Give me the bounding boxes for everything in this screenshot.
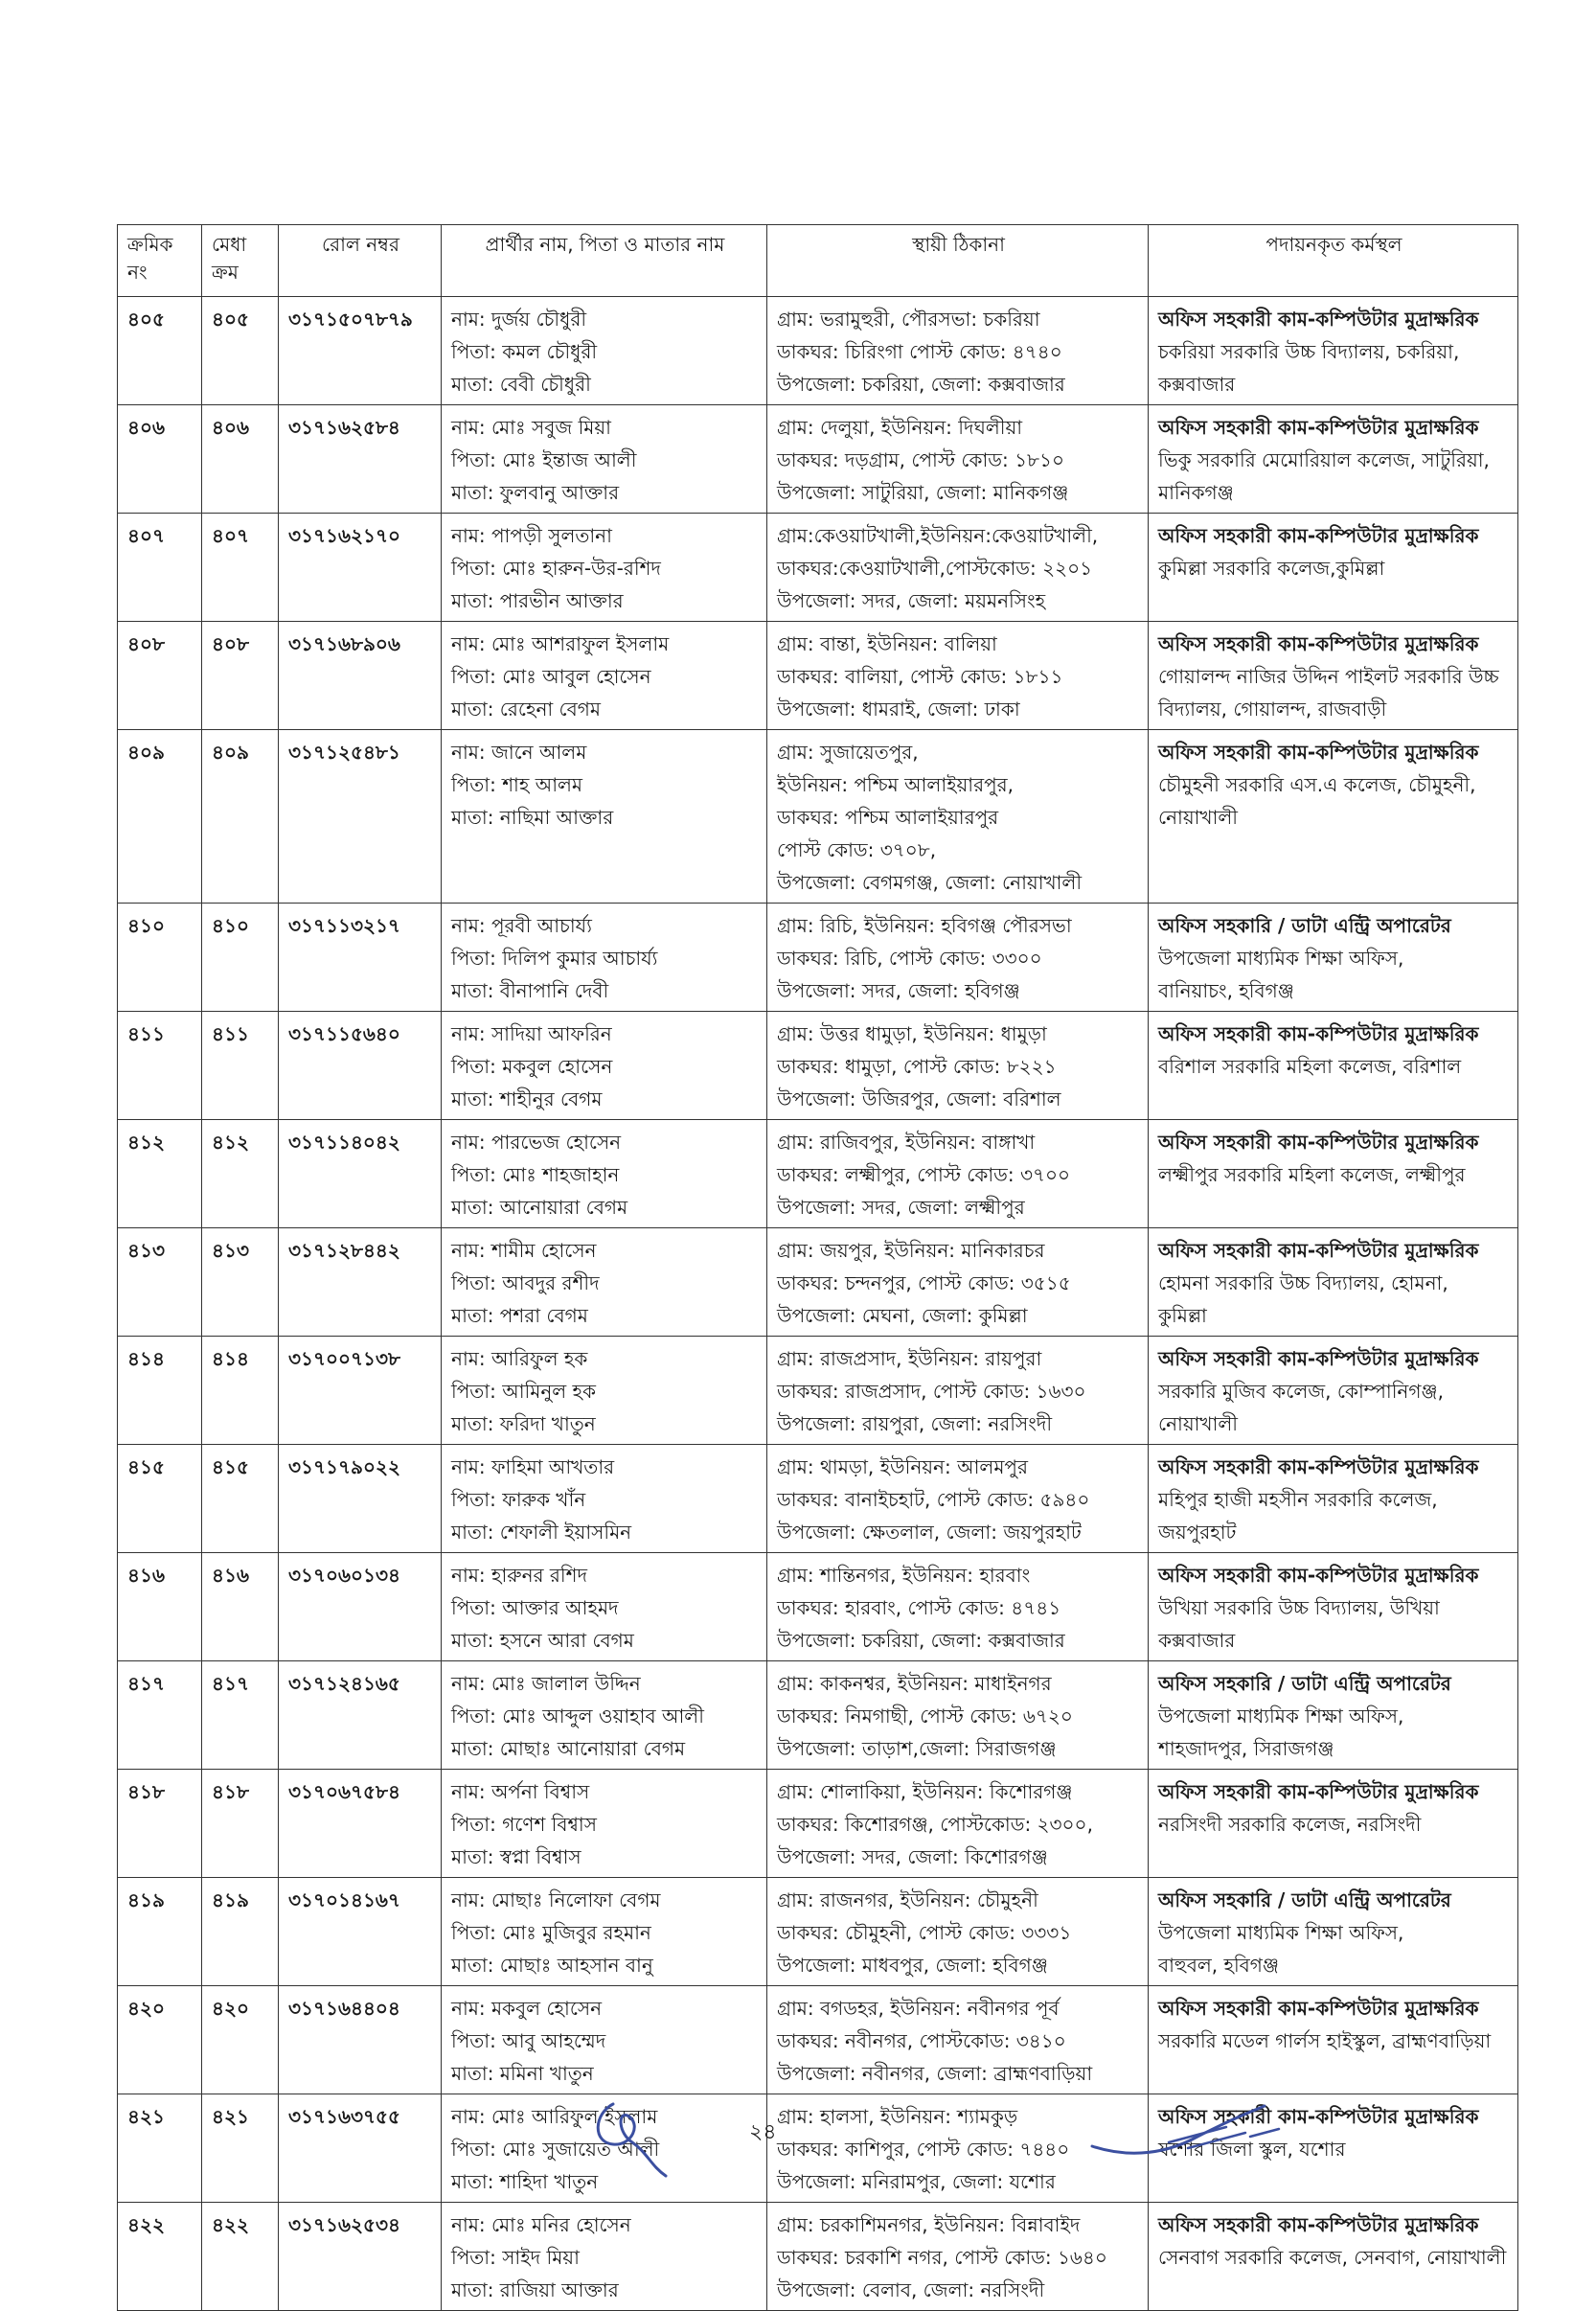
header-address: স্থায়ী ঠিকানা [767, 225, 1149, 297]
candidate-name: নাম: মোঃ মনির হোসেন [451, 2213, 631, 2236]
serial-cell: ৪০৮ [118, 622, 202, 730]
serial-cell: ৪১৭ [118, 1661, 202, 1770]
posting-place-line: বাহুবল, হবিগঞ্জ [1158, 1954, 1280, 1977]
candidate-name: নাম: সাদিয়া আফরিন [451, 1022, 612, 1045]
posting-cell [1149, 405, 1518, 514]
candidate-father: পিতা: মোঃ শাহজাহান [451, 1163, 620, 1186]
candidate-cell [442, 1770, 767, 1878]
candidate-name: নাম: পাপড়ী সুলতানা [451, 524, 612, 547]
posting-cell [1149, 1553, 1518, 1661]
address-line: গ্রাম:কেওয়াটখালী,ইউনিয়ন:কেওয়াটখালী, [777, 524, 1099, 547]
address-line: উপজেলা: সদর, জেলা: ময়মনসিংহ [777, 589, 1046, 612]
candidate-father: পিতা: গণেশ বিশ্বাস [451, 1813, 597, 1836]
roll-cell: ৩১৭১৬২৫৮৪ [279, 405, 442, 514]
serial-cell: ৪০৯ [118, 730, 202, 904]
posting-cell [1149, 1228, 1518, 1337]
roll-cell: ৩১৭১২৪১৬৫ [279, 1661, 442, 1770]
post-title: অফিস সহকারী কাম-কম্পিউটার মুদ্রাক্ষরিক [1158, 2213, 1479, 2236]
merit-cell: ৪১৫ [202, 1445, 279, 1553]
candidate-name: নাম: মোছাঃ নিলোফা বেগম [451, 1888, 661, 1911]
candidate-father: পিতা: মোঃ আব্দুল ওয়াহাব আলী [451, 1705, 704, 1728]
posting-place-line: ভিকু সরকারি মেমোরিয়াল কলেজ, সাটুরিয়া, [1158, 448, 1490, 471]
roll-cell: ৩১৭১৬২১৭০ [279, 514, 442, 622]
header-posting: পদায়নকৃত কর্মস্থল [1149, 225, 1518, 297]
address-cell [767, 904, 1149, 1012]
table-row [118, 1228, 1518, 1337]
candidate-cell [442, 730, 767, 904]
serial-cell: ৪২১ [118, 2094, 202, 2203]
page-number: ২৪ [749, 2120, 777, 2144]
candidate-cell [442, 1445, 767, 1553]
serial-cell: ৪১৯ [118, 1878, 202, 1986]
address-line: ডাকঘর: রিচি, পোস্ট কোড: ৩৩০০ [777, 947, 1042, 970]
roll-cell: ৩১৭১১৩২১৭ [279, 904, 442, 1012]
posting-cell [1149, 2203, 1518, 2311]
address-line: গ্রাম: হালসা, ইউনিয়ন: শ্যামকুড় [777, 2105, 1018, 2128]
candidate-father: পিতা: আবদুর রশীদ [451, 1271, 600, 1294]
serial-cell: ৪০৭ [118, 514, 202, 622]
candidate-father: পিতা: ফারুক খাঁন [451, 1488, 586, 1511]
posting-place-line: নরসিংদী সরকারি কলেজ, নরসিংদী [1158, 1813, 1422, 1836]
roll-cell: ৩১৭১২৮৪৪২ [279, 1228, 442, 1337]
address-line: গ্রাম: শোলাকিয়া, ইউনিয়ন: কিশোরগঞ্জ [777, 1780, 1073, 1803]
table-row [118, 2094, 1518, 2203]
roll-cell: ৩১৭১১৫৬৪০ [279, 1012, 442, 1120]
table-row [118, 1878, 1518, 1986]
candidate-mother: মাতা: হসনে আরা বেগম [451, 1629, 634, 1652]
header-merit: মেধা ক্রম [202, 225, 279, 297]
posting-place-line: বিদ্যালয়, গোয়ালন্দ, রাজবাড়ী [1158, 698, 1387, 721]
posting-cell [1149, 730, 1518, 904]
posting-place-line: মহিপুর হাজী মহসীন সরকারি কলেজ, [1158, 1488, 1438, 1511]
roll-cell: ৩১৭০০৭১৩৮ [279, 1337, 442, 1445]
candidate-name: নাম: মোঃ আরিফুল ইসলাম [451, 2105, 658, 2128]
table-row [118, 2203, 1518, 2311]
posting-place-line: উখিয়া সরকারি উচ্চ বিদ্যালয়, উখিয়া [1158, 1596, 1440, 1619]
post-title: অফিস সহকারি / ডাটা এন্ট্রি অপারেটর [1158, 1672, 1451, 1695]
candidate-cell [442, 1878, 767, 1986]
candidate-mother: মাতা: শাহীনুর বেগম [451, 1087, 603, 1110]
address-line: ডাকঘর: চন্দনপুর, পোস্ট কোড: ৩৫১৫ [777, 1271, 1071, 1294]
table-row [118, 1770, 1518, 1878]
address-line: গ্রাম: থামড়া, ইউনিয়ন: আলমপুর [777, 1455, 1029, 1478]
candidate-name: নাম: পূরবী আচার্য্য [451, 914, 592, 937]
merit-cell: ৪০৯ [202, 730, 279, 904]
roll-cell: ৩১৭১২৫৪৮১ [279, 730, 442, 904]
candidate-mother: মাতা: বেবী চৌধুরী [451, 373, 591, 396]
serial-cell: ৪০৬ [118, 405, 202, 514]
address-line: উপজেলা: তাড়াশ,জেলা: সিরাজগঞ্জ [777, 1737, 1057, 1760]
posting-place-line: জয়পুরহাট [1158, 1521, 1237, 1544]
candidate-mother: মাতা: মমিনা খাতুন [451, 2062, 594, 2085]
serial-cell: ৪১৬ [118, 1553, 202, 1661]
posting-place-line: কক্সবাজার [1158, 373, 1236, 396]
address-line: ডাকঘর: ধামুড়া, পোস্ট কোড: ৮২২১ [777, 1055, 1057, 1078]
address-line: উপজেলা: নবীনগর, জেলা: ব্রাহ্মণবাড়িয়া [777, 2062, 1093, 2085]
candidate-father: পিতা: মোঃ হারুন-উর-রশিদ [451, 557, 661, 580]
roll-cell: ৩১৭১৭৯০২২ [279, 1445, 442, 1553]
candidate-mother: মাতা: ফুলবানু আক্তার [451, 481, 620, 504]
posting-cell [1149, 1012, 1518, 1120]
candidate-mother: মাতা: রাজিয়া আক্তার [451, 2278, 619, 2301]
address-cell [767, 1012, 1149, 1120]
merit-cell: ৪১২ [202, 1120, 279, 1228]
candidate-cell [442, 1120, 767, 1228]
roll-cell: ৩১৭০১৪১৬৭ [279, 1878, 442, 1986]
post-title: অফিস সহকারী কাম-কম্পিউটার মুদ্রাক্ষরিক [1158, 1022, 1479, 1045]
candidate-mother: মাতা: মোছাঃ আনোয়ারা বেগম [451, 1737, 686, 1760]
address-cell [767, 297, 1149, 405]
candidate-mother: মাতা: শেফালী ইয়াসমিন [451, 1521, 632, 1544]
address-line: উপজেলা: সাটুরিয়া, জেলা: মানিকগঞ্জ [777, 481, 1069, 504]
address-line: গ্রাম: ভরামুহুরী, পৌরসভা: চকরিয়া [777, 308, 1040, 331]
address-line: গ্রাম: সুজায়েতপুর, [777, 741, 919, 764]
posting-place-line: নোয়াখালী [1158, 1412, 1238, 1435]
post-title: অফিস সহকারী কাম-কম্পিউটার মুদ্রাক্ষরিক [1158, 524, 1479, 547]
posting-cell [1149, 1770, 1518, 1878]
address-line: উপজেলা: উজিরপুর, জেলা: বরিশাল [777, 1087, 1061, 1110]
posting-place-line: কুমিল্লা [1158, 1304, 1207, 1327]
merit-cell: ৪১৩ [202, 1228, 279, 1337]
address-line: উপজেলা: ধামরাই, জেলা: ঢাকা [777, 698, 1020, 721]
candidate-name: নাম: মোঃ সবুজ মিয়া [451, 416, 611, 439]
posting-cell [1149, 297, 1518, 405]
candidate-father: পিতা: মোঃ ইন্তাজ আলী [451, 448, 637, 471]
address-line: গ্রাম: রাজনগর, ইউনিয়ন: চৌমুহনী [777, 1888, 1038, 1911]
address-line: গ্রাম: রাজপ্রসাদ, ইউনিয়ন: রায়পুরা [777, 1347, 1042, 1370]
roll-cell: ৩১৭১১৪০৪২ [279, 1120, 442, 1228]
merit-cell: ৪২২ [202, 2203, 279, 2311]
address-line: উপজেলা: মেঘনা, জেলা: কুমিল্লা [777, 1304, 1028, 1327]
post-title: অফিস সহকারী কাম-কম্পিউটার মুদ্রাক্ষরিক [1158, 1564, 1479, 1587]
candidate-father: পিতা: আবু আহম্মেদ [451, 2029, 606, 2052]
serial-cell: ৪২০ [118, 1986, 202, 2094]
candidate-mother: মাতা: স্বপ্না বিশ্বাস [451, 1845, 581, 1868]
header-serial: ক্রমিক নং [118, 225, 202, 297]
address-cell [767, 405, 1149, 514]
address-line: ডাকঘর:কেওয়াটখালী,পোস্টকোড: ২২০১ [777, 557, 1093, 580]
address-cell [767, 622, 1149, 730]
table-row [118, 297, 1518, 405]
address-line: ডাকঘর: পশ্চিম আলাইয়ারপুর [777, 806, 999, 829]
posting-cell [1149, 1337, 1518, 1445]
posting-cell [1149, 622, 1518, 730]
table-header-row [118, 225, 1518, 297]
posting-cell [1149, 1661, 1518, 1770]
candidate-father: পিতা: মোঃ আবুল হোসেন [451, 665, 651, 688]
candidate-father: পিতা: সাইদ মিয়া [451, 2246, 580, 2269]
address-line: উপজেলা: বেলাব, জেলা: নরসিংদী [777, 2278, 1045, 2301]
candidate-name: নাম: হারুনর রশিদ [451, 1564, 587, 1587]
candidate-cell [442, 1228, 767, 1337]
post-title: অফিস সহকারী কাম-কম্পিউটার মুদ্রাক্ষরিক [1158, 632, 1479, 655]
address-line: গ্রাম: শান্তিনগর, ইউনিয়ন: হারবাং [777, 1564, 1031, 1587]
candidate-cell [442, 904, 767, 1012]
signature-left [575, 2094, 680, 2181]
posting-cell [1149, 1120, 1518, 1228]
posting-place-line: বানিয়াচং, হবিগঞ্জ [1158, 979, 1294, 1002]
posting-cell [1149, 1445, 1518, 1553]
address-cell [767, 514, 1149, 622]
posting-place-line: যশোর জিলা স্কুল, যশোর [1158, 2138, 1346, 2161]
candidate-cell [442, 1661, 767, 1770]
address-cell [767, 1986, 1149, 2094]
table-row [118, 1337, 1518, 1445]
address-line: উপজেলা: সদর, জেলা: লক্ষ্মীপুর [777, 1196, 1025, 1219]
candidate-name: নাম: মোঃ আশরাফুল ইসলাম [451, 632, 670, 655]
address-line: গ্রাম: চরকাশিমনগর, ইউনিয়ন: বিন্নাবাইদ [777, 2213, 1081, 2236]
address-line: উপজেলা: মাধবপুর, জেলা: হবিগঞ্জ [777, 1954, 1048, 1977]
table-row [118, 622, 1518, 730]
address-cell [767, 730, 1149, 904]
posting-place-line: উপজেলা মাধ্যমিক শিক্ষা অফিস, [1158, 947, 1404, 970]
post-title: অফিস সহকারী কাম-কম্পিউটার মুদ্রাক্ষরিক [1158, 1780, 1479, 1803]
address-line: ডাকঘর: নিমগাছী, পোস্ট কোড: ৬৭২০ [777, 1705, 1073, 1728]
merit-cell: ৪১৬ [202, 1553, 279, 1661]
post-title: অফিস সহকারী কাম-কম্পিউটার মুদ্রাক্ষরিক [1158, 1347, 1479, 1370]
address-line: ডাকঘর: বালিয়া, পোস্ট কোড: ১৮১১ [777, 665, 1063, 688]
roll-cell: ৩১৭০৬০১৩৪ [279, 1553, 442, 1661]
address-line: উপজেলা: চকরিয়া, জেলা: কক্সবাজার [777, 1629, 1065, 1652]
post-title: অফিস সহকারি / ডাটা এন্ট্রি অপারেটর [1158, 914, 1451, 937]
serial-cell: ৪১০ [118, 904, 202, 1012]
posting-place-line: শাহজাদপুর, সিরাজগঞ্জ [1158, 1737, 1334, 1760]
address-line: ডাকঘর: নবীনগর, পোস্টকোড: ৩৪১০ [777, 2029, 1066, 2052]
candidate-name: নাম: শামীম হোসেন [451, 1239, 597, 1262]
candidate-cell [442, 1337, 767, 1445]
posting-place-line: সরকারি মডেল গার্লস হাইস্কুল, ব্রাহ্মণবাড়িয়া [1158, 2029, 1492, 2052]
candidate-father: পিতা: দিলিপ কুমার আচার্য্য [451, 947, 658, 970]
signature-right [1083, 2098, 1303, 2175]
posting-place-line: চকরিয়া সরকারি উচ্চ বিদ্যালয়, চকরিয়া, [1158, 340, 1460, 363]
merit-cell: ৪১১ [202, 1012, 279, 1120]
roll-cell: ৩১৭১৬২৫৩৪ [279, 2203, 442, 2311]
post-title: অফিস সহকারী কাম-কম্পিউটার মুদ্রাক্ষরিক [1158, 741, 1479, 764]
merit-cell: ৪০৫ [202, 297, 279, 405]
roll-cell: ৩১৭১৬৮৯০৬ [279, 622, 442, 730]
candidate-name: নাম: অর্পনা বিশ্বাস [451, 1780, 590, 1803]
posting-place-line: উপজেলা মাধ্যমিক শিক্ষা অফিস, [1158, 1921, 1404, 1944]
post-title: অফিস সহকারী কাম-কম্পিউটার মুদ্রাক্ষরিক [1158, 2105, 1479, 2128]
address-cell [767, 1770, 1149, 1878]
candidate-father: পিতা: শাহ আলম [451, 773, 583, 796]
candidate-mother: মাতা: নাছিমা আক্তার [451, 806, 614, 829]
address-cell [767, 2203, 1149, 2311]
candidate-mother: মাতা: আনোয়ারা বেগম [451, 1196, 628, 1219]
posting-place-line: চৌমুহনী সরকারি এস.এ কলেজ, চৌমুহনী, [1158, 773, 1476, 796]
address-line: উপজেলা: চকরিয়া, জেলা: কক্সবাজার [777, 373, 1065, 396]
address-line: ডাকঘর: কাশিপুর, পোস্ট কোড: ৭৪৪০ [777, 2138, 1070, 2161]
merit-cell: ৪২০ [202, 1986, 279, 2094]
post-title: অফিস সহকারি / ডাটা এন্ট্রি অপারেটর [1158, 1888, 1451, 1911]
address-line: গ্রাম: উত্তর ধামুড়া, ইউনিয়ন: ধামুড়া [777, 1022, 1047, 1045]
candidate-name: নাম: মকবুল হোসেন [451, 1997, 603, 2020]
roll-cell: ৩১৭১৬৩৭৫৫ [279, 2094, 442, 2203]
candidate-cell [442, 622, 767, 730]
candidate-name: নাম: পারভেজ হোসেন [451, 1131, 622, 1154]
table-row [118, 1012, 1518, 1120]
posting-place-line: হোমনা সরকারি উচ্চ বিদ্যালয়, হোমনা, [1158, 1271, 1448, 1294]
posting-cell [1149, 1878, 1518, 1986]
table-row [118, 514, 1518, 622]
address-line: ডাকঘর: হারবাং, পোস্ট কোড: ৪৭৪১ [777, 1596, 1061, 1619]
address-line: উপজেলা: ক্ষেতলাল, জেলা: জয়পুরহাট [777, 1521, 1082, 1544]
candidate-father: পিতা: মকবুল হোসেন [451, 1055, 613, 1078]
posting-cell [1149, 514, 1518, 622]
address-line: ডাকঘর: চৌমুহনী, পোস্ট কোড: ৩৩৩১ [777, 1921, 1072, 1944]
candidate-father: পিতা: মোঃ সুজায়েত আলী [451, 2138, 660, 2161]
candidate-cell [442, 1986, 767, 2094]
address-line: উপজেলা: সদর, জেলা: হবিগঞ্জ [777, 979, 1020, 1002]
address-line: গ্রাম: রাজিবপুর, ইউনিয়ন: বাঙ্গাখা [777, 1131, 1036, 1154]
serial-cell: ৪১৪ [118, 1337, 202, 1445]
address-line: উপজেলা: বেগমগঞ্জ, জেলা: নোয়াখালী [777, 871, 1083, 894]
candidate-cell [442, 514, 767, 622]
address-line: গ্রাম: জয়পুর, ইউনিয়ন: মানিকারচর [777, 1239, 1045, 1262]
merit-cell: ৪২১ [202, 2094, 279, 2203]
candidate-name: নাম: দুর্জয় চৌধুরী [451, 308, 587, 331]
address-cell [767, 1228, 1149, 1337]
address-cell [767, 1120, 1149, 1228]
candidate-cell [442, 1553, 767, 1661]
address-line: ডাকঘর: চিরিংগা পোস্ট কোড: ৪৭৪০ [777, 340, 1062, 363]
address-cell [767, 1445, 1149, 1553]
address-line: গ্রাম: বান্তা, ইউনিয়ন: বালিয়া [777, 632, 997, 655]
address-line: গ্রাম: রিচি, ইউনিয়ন: হবিগঞ্জ পৌরসভা [777, 914, 1072, 937]
post-title: অফিস সহকারী কাম-কম্পিউটার মুদ্রাক্ষরিক [1158, 1131, 1479, 1154]
serial-cell: ৪১৩ [118, 1228, 202, 1337]
candidate-father: পিতা: আক্তার আহমদ [451, 1596, 619, 1619]
serial-cell: ৪১৮ [118, 1770, 202, 1878]
post-title: অফিস সহকারী কাম-কম্পিউটার মুদ্রাক্ষরিক [1158, 308, 1479, 331]
candidate-cell [442, 405, 767, 514]
table-row [118, 1986, 1518, 2094]
table-row [118, 1553, 1518, 1661]
address-line: ডাকঘর: লক্ষ্মীপুর, পোস্ট কোড: ৩৭০০ [777, 1163, 1070, 1186]
address-cell [767, 1553, 1149, 1661]
candidate-cell [442, 2203, 767, 2311]
merit-cell: ৪১৮ [202, 1770, 279, 1878]
posting-place-line: উপজেলা মাধ্যমিক শিক্ষা অফিস, [1158, 1705, 1404, 1728]
post-title: অফিস সহকারী কাম-কম্পিউটার মুদ্রাক্ষরিক [1158, 1455, 1479, 1478]
posting-cell [1149, 904, 1518, 1012]
post-title: অফিস সহকারী কাম-কম্পিউটার মুদ্রাক্ষরিক [1158, 1239, 1479, 1262]
candidate-name: নাম: মোঃ জালাল উদ্দিন [451, 1672, 641, 1695]
candidate-name: নাম: ফাহিমা আখতার [451, 1455, 615, 1478]
address-line: গ্রাম: দেলুয়া, ইউনিয়ন: দিঘলীয়া [777, 416, 1023, 439]
candidate-table [117, 224, 1518, 2311]
table-row [118, 1120, 1518, 1228]
merit-cell: ৪০৭ [202, 514, 279, 622]
candidate-cell [442, 1012, 767, 1120]
merit-cell: ৪১৯ [202, 1878, 279, 1986]
posting-cell [1149, 1986, 1518, 2094]
roll-cell: ৩১৭১৫০৭৮৭৯ [279, 297, 442, 405]
posting-place-line: সেনবাগ সরকারি কলেজ, সেনবাগ, নোয়াখালী [1158, 2246, 1507, 2269]
serial-cell: ৪০৫ [118, 297, 202, 405]
candidate-mother: মাতা: পশরা বেগম [451, 1304, 588, 1327]
address-line: ডাকঘর: দড়গ্রাম, পোস্ট কোড: ১৮১০ [777, 448, 1065, 471]
posting-place-line: সরকারি মুজিব কলেজ, কোম্পানিগঞ্জ, [1158, 1380, 1444, 1403]
posting-place-line: বরিশাল সরকারি মহিলা কলেজ, বরিশাল [1158, 1055, 1462, 1078]
posting-place-line: নোয়াখালী [1158, 806, 1238, 829]
posting-place-line: লক্ষ্মীপুর সরকারি মহিলা কলেজ, লক্ষ্মীপুর [1158, 1163, 1466, 1186]
posting-place-line: গোয়ালন্দ নাজির উদ্দিন পাইলট সরকারি উচ্চ [1158, 665, 1499, 688]
address-line: ডাকঘর: রাজপ্রসাদ, পোস্ট কোড: ১৬৩০ [777, 1380, 1086, 1403]
address-cell [767, 1878, 1149, 1986]
posting-place-line: কুমিল্লা সরকারি কলেজ,কুমিল্লা [1158, 557, 1385, 580]
candidate-mother: মাতা: মোছাঃ আহসান বানু [451, 1954, 653, 1977]
candidate-mother: মাতা: ফরিদা খাতুন [451, 1412, 596, 1435]
address-cell [767, 1661, 1149, 1770]
candidate-mother: মাতা: রেহেনা বেগম [451, 698, 602, 721]
address-line: গ্রাম: বগডহর, ইউনিয়ন: নবীনগর পূর্ব [777, 1997, 1060, 2020]
table-row [118, 1661, 1518, 1770]
merit-cell: ৪১৭ [202, 1661, 279, 1770]
posting-place-line: কক্সবাজার [1158, 1629, 1236, 1652]
candidate-father: পিতা: কমল চৌধুরী [451, 340, 598, 363]
serial-cell: ৪১৫ [118, 1445, 202, 1553]
candidate-mother: মাতা: পারভীন আক্তার [451, 589, 624, 612]
candidate-father: পিতা: মোঃ মুজিবুর রহমান [451, 1921, 651, 1944]
serial-cell: ৪১২ [118, 1120, 202, 1228]
table-row [118, 1445, 1518, 1553]
post-title: অফিস সহকারী কাম-কম্পিউটার মুদ্রাক্ষরিক [1158, 416, 1479, 439]
table-body [118, 297, 1518, 2311]
serial-cell: ৪১১ [118, 1012, 202, 1120]
serial-cell: ৪২২ [118, 2203, 202, 2311]
address-line: গ্রাম: কাকনশ্বর, ইউনিয়ন: মাধাইনগর [777, 1672, 1052, 1695]
merit-cell: ৪০৮ [202, 622, 279, 730]
address-line: ডাকঘর: বানাইচহাট, পোস্ট কোড: ৫৯৪০ [777, 1488, 1090, 1511]
candidate-name: নাম: আরিফুল হক [451, 1347, 588, 1370]
table-row [118, 730, 1518, 904]
header-roll: রোল নম্বর [279, 225, 442, 297]
address-line: উপজেলা: সদর, জেলা: কিশোরগঞ্জ [777, 1845, 1048, 1868]
merit-cell: ৪০৬ [202, 405, 279, 514]
candidate-mother: মাতা: শাহিদা খাতুন [451, 2170, 599, 2193]
header-candidate: প্রার্থীর নাম, পিতা ও মাতার নাম [442, 225, 767, 297]
candidate-mother: মাতা: বীনাপানি দেবী [451, 979, 609, 1002]
roll-cell: ৩১৭১৬৪৪০৪ [279, 1986, 442, 2094]
address-line: ডাকঘর: কিশোরগঞ্জ, পোস্টকোড: ২৩০০, [777, 1813, 1093, 1836]
candidate-father: পিতা: আমিনুল হক [451, 1380, 597, 1403]
address-line: উপজেলা: মনিরামপুর, জেলা: যশোর [777, 2170, 1056, 2193]
table-row [118, 405, 1518, 514]
merit-cell: ৪১০ [202, 904, 279, 1012]
merit-cell: ৪১৪ [202, 1337, 279, 1445]
posting-place-line: মানিকগঞ্জ [1158, 481, 1234, 504]
address-line: ইউনিয়ন: পশ্চিম আলাইয়ারপুর, [777, 773, 1015, 796]
address-cell [767, 1337, 1149, 1445]
roll-cell: ৩১৭০৬৭৫৮৪ [279, 1770, 442, 1878]
candidate-name: নাম: জানে আলম [451, 741, 587, 764]
table-row [118, 904, 1518, 1012]
post-title: অফিস সহকারী কাম-কম্পিউটার মুদ্রাক্ষরিক [1158, 1997, 1479, 2020]
address-line: উপজেলা: রায়পুরা, জেলা: নরসিংদী [777, 1412, 1053, 1435]
address-line: ডাকঘর: চরকাশি নগর, পোস্ট কোড: ১৬৪০ [777, 2246, 1107, 2269]
candidate-cell [442, 297, 767, 405]
address-line: পোস্ট কোড: ৩৭০৮, [777, 838, 937, 861]
